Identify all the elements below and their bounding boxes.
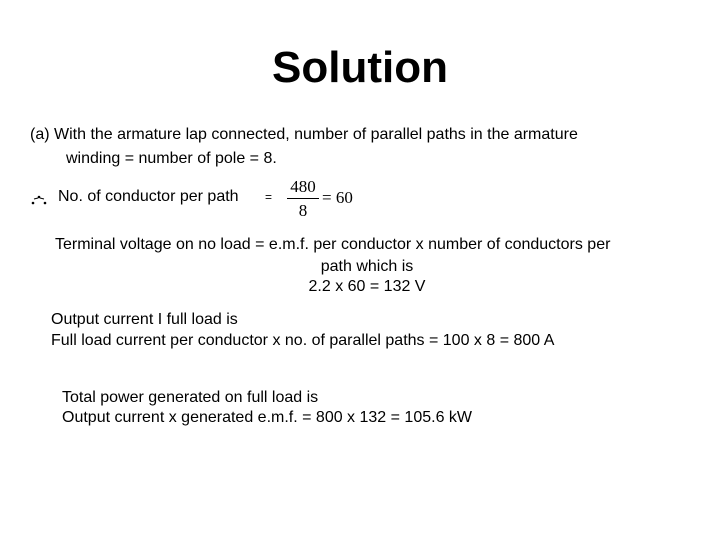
terminal-voltage-line-2: path which is (320, 258, 414, 275)
conductor-per-path-fraction (284, 177, 364, 223)
fraction-bar (287, 198, 319, 199)
terminal-voltage-line-1: Terminal voltage on no load = e.m.f. per conductor x number of conductors per (55, 236, 611, 253)
therefore-symbol-icon (29, 188, 55, 208)
fraction-denominator: 8 (298, 201, 308, 220)
terminal-voltage-line-3: 2.2 x 60 = 132 V (308, 278, 426, 295)
fraction-numerator: 480 (290, 177, 316, 196)
part-a-line-1: (a) With the armature lap connected, number of parallel paths in the armature (30, 126, 578, 143)
output-current-line-2: Full load current per conductor x no. of parallel paths = 100 x 8 = 800 A (51, 332, 555, 349)
total-power-line-1: Total power generated on full load is (62, 389, 319, 406)
part-a-line-2: winding = number of pole = 8. (66, 150, 277, 167)
slide-title: Solution (272, 43, 448, 92)
total-power-line-2: Output current x generated e.m.f. = 800 x 132 = 105.6 kW (62, 409, 473, 426)
conductor-per-path-label: No. of conductor per path (58, 188, 239, 205)
fraction-result: = 60 (322, 188, 353, 207)
conductor-per-path-equals: = (265, 190, 273, 204)
output-current-line-1: Output current I full load is (51, 311, 238, 328)
